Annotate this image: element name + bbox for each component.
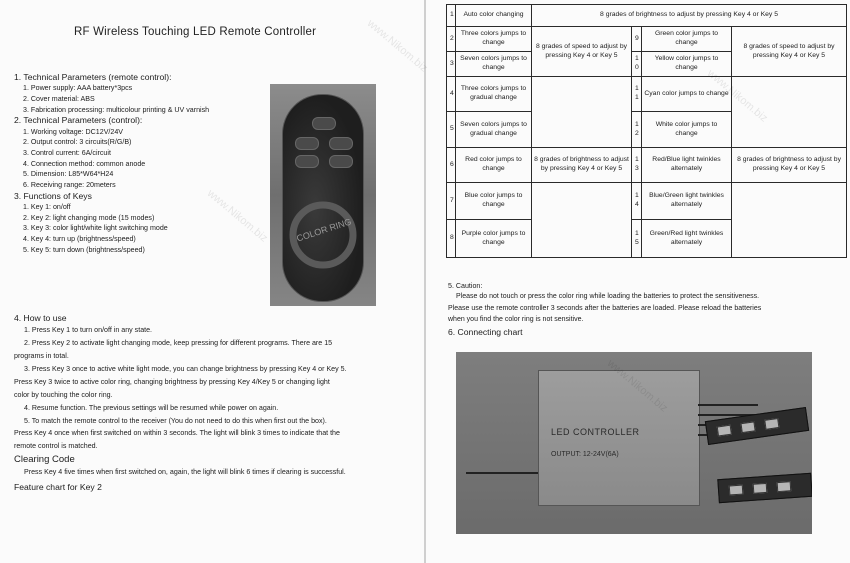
table-cell: Blue/Green light twinkles alternately — [642, 183, 732, 220]
led-controller-box — [538, 370, 700, 506]
key-function-item: 3. Key 3: color light/white light switching mode — [23, 224, 168, 233]
connecting-chart-title: 6. Connecting chart — [448, 326, 523, 337]
spec-item: 2. Cover material: ABS — [23, 94, 95, 103]
instruction-text: programs in total. — [14, 352, 69, 361]
spec-item: 2. Output control: 3 circuits(R/G/B) — [23, 138, 132, 147]
table-cell — [532, 183, 632, 258]
instruction-text: 5. To match the remote control to the receiver (You do not need to do this when first out the box). — [24, 416, 327, 425]
how-to-use — [14, 313, 406, 493]
technical-specs — [14, 72, 260, 255]
table-cell: Three colors jumps to gradual change — [456, 77, 532, 112]
remote-control-photo — [270, 84, 376, 306]
table-cell: 1 — [447, 5, 456, 27]
key-function-item: 2. Key 2: light changing mode (15 modes) — [23, 213, 155, 222]
spec-item: 4. Connection method: common anode — [23, 159, 146, 168]
table-cell: 1 2 — [632, 112, 642, 148]
spec-item: 3. Fabrication processing: multicolour printing & UV varnish — [23, 105, 210, 114]
key-function-item: 5. Key 5: turn down (brightness/speed) — [23, 245, 145, 254]
left-page — [0, 0, 424, 563]
instruction-text: 1. Press Key 1 to turn on/off in any state. — [24, 326, 153, 335]
color-ring-label: COLOR RING — [295, 216, 353, 244]
led-strip — [717, 473, 812, 503]
instruction-text: 2. Press Key 2 to activate light changing mode, keep pressing for different programs. There are 15 — [24, 339, 333, 348]
feature-chart-title: Feature chart for Key 2 — [14, 482, 102, 493]
controller-label: LED CONTROLLER — [551, 427, 640, 437]
table-row — [447, 27, 847, 52]
section-heading: 1. Technical Parameters (remote control): — [14, 72, 172, 82]
color-ring-icon — [283, 95, 363, 301]
table-cell: Green color jumps to change — [642, 27, 732, 52]
spec-item: 6. Receiving range: 20meters — [23, 181, 116, 190]
table-cell: Three colors jumps to change — [456, 27, 532, 52]
table-cell: 8 grades of brightness to adjust by pressing Key 4 or Key 5 — [732, 148, 847, 183]
instruction-text: remote control is matched. — [14, 442, 98, 451]
table-cell: White color jumps to change — [642, 112, 732, 148]
caution-text: Please use the remote controller 3 seconds after the batteries are loaded. Please reload the batteries — [448, 304, 762, 312]
section-heading: 4. How to use — [14, 313, 67, 323]
table-row — [447, 5, 847, 27]
table-cell: 3 — [447, 52, 456, 77]
led-chip — [777, 481, 792, 492]
table-row — [447, 77, 847, 112]
spec-item: 5. Dimension: L85*W64*H24 — [23, 170, 114, 179]
table-row — [447, 148, 847, 183]
controller-output-label: OUTPUT: 12-24V(6A) — [551, 451, 619, 458]
clearing-code-text: Press Key 4 five times when first switched on, again, the light will blink 6 times if clearing is successful. — [24, 468, 346, 477]
table-cell: Red/Blue light twinkles alternately — [642, 148, 732, 183]
led-strip — [705, 407, 809, 445]
table-cell: Red color jumps to change — [456, 148, 532, 183]
led-chip — [764, 418, 779, 430]
spec-item: 1. Working voltage: DC12V/24V — [23, 127, 124, 136]
instruction-text: color by touching the color ring. — [14, 390, 113, 399]
section-heading: 3. Functions of Keys — [14, 190, 92, 201]
table-cell: Auto color changing — [456, 5, 532, 27]
wire — [698, 404, 758, 406]
clearing-code-heading: Clearing Code — [14, 454, 75, 466]
table-cell: 1 3 — [632, 148, 642, 183]
table-cell: 1 4 — [632, 183, 642, 220]
instruction-text: 3. Press Key 3 once to active white light mode, you can change brightness by pressing Key 4 or Key 5. — [24, 364, 347, 373]
table-cell: 8 grades of brightness to adjust by pressing Key 4 or Key 5 — [532, 5, 847, 27]
table-cell: 1 1 — [632, 77, 642, 112]
table-cell: 8 grades of speed to adjust by pressing Key 4 or Key 5 — [732, 27, 847, 77]
remote-body — [282, 94, 364, 302]
table-cell: 6 — [447, 148, 456, 183]
table-cell: 8 — [447, 220, 456, 258]
table-cell: Yellow color jumps to change — [642, 52, 732, 77]
led-chip — [753, 483, 768, 494]
caution-heading: 5. Caution: — [448, 282, 483, 290]
table-cell: 9 — [632, 27, 642, 52]
instruction-text: 4. Resume function. The previous settings will be resumed while power on again. — [24, 403, 279, 412]
table-cell — [732, 77, 847, 148]
table-cell: Green/Red light twinkles alternately — [642, 220, 732, 258]
spec-item: 3. Control current: 6A/circuit — [23, 148, 111, 157]
led-chip — [729, 485, 744, 496]
table-cell — [732, 183, 847, 258]
table-cell: 1 0 — [632, 52, 642, 77]
table-cell: 2 — [447, 27, 456, 52]
right-page — [426, 0, 850, 563]
table-cell: Purple color jumps to change — [456, 220, 532, 258]
caution-section — [448, 281, 846, 338]
key2-feature-table — [446, 4, 847, 258]
wire — [466, 472, 538, 474]
table-row — [447, 183, 847, 220]
table-cell: 5 — [447, 112, 456, 148]
table-cell: 8 grades of speed to adjust by pressing Key 4 or Key 5 — [532, 27, 632, 77]
table-cell: 8 grades of brightness to adjust by pressing Key 4 or Key 5 — [532, 148, 632, 183]
table-cell: 4 — [447, 77, 456, 112]
table-cell: 1 5 — [632, 220, 642, 258]
table-cell: 7 — [447, 183, 456, 220]
led-chip — [717, 425, 732, 437]
caution-text: when you find the color ring is not sensitive. — [448, 316, 584, 323]
instruction-text: Press Key 3 twice to active color ring, changing brightness by pressing Key 4/Key 5 or changing light — [14, 377, 330, 386]
spec-item: 1. Power supply: AAA battery*3pcs — [23, 84, 133, 93]
section-heading: 2. Technical Parameters (control): — [14, 115, 143, 126]
key-function-item: 1. Key 1: on/off — [23, 202, 71, 211]
caution-text: Please do not touch or press the color ring while loading the batteries to protect the sensitiveness. — [456, 293, 760, 300]
document-title: RF Wireless Touching LED Remote Controller — [74, 26, 317, 38]
instruction-text: Press Key 4 once when first switched on within 3 seconds. The light will blink 3 times to indicate that the — [14, 429, 340, 438]
table-cell: Seven colors jumps to gradual change — [456, 112, 532, 148]
table-cell — [532, 77, 632, 148]
table-cell: Cyan color jumps to change — [642, 77, 732, 112]
key-function-item: 4. Key 4: turn up (brightness/speed) — [23, 235, 136, 244]
connecting-chart-photo — [456, 352, 812, 534]
led-chip — [740, 421, 755, 433]
table-cell: Blue color jumps to change — [456, 183, 532, 220]
table-cell: Seven colors jumps to change — [456, 52, 532, 77]
